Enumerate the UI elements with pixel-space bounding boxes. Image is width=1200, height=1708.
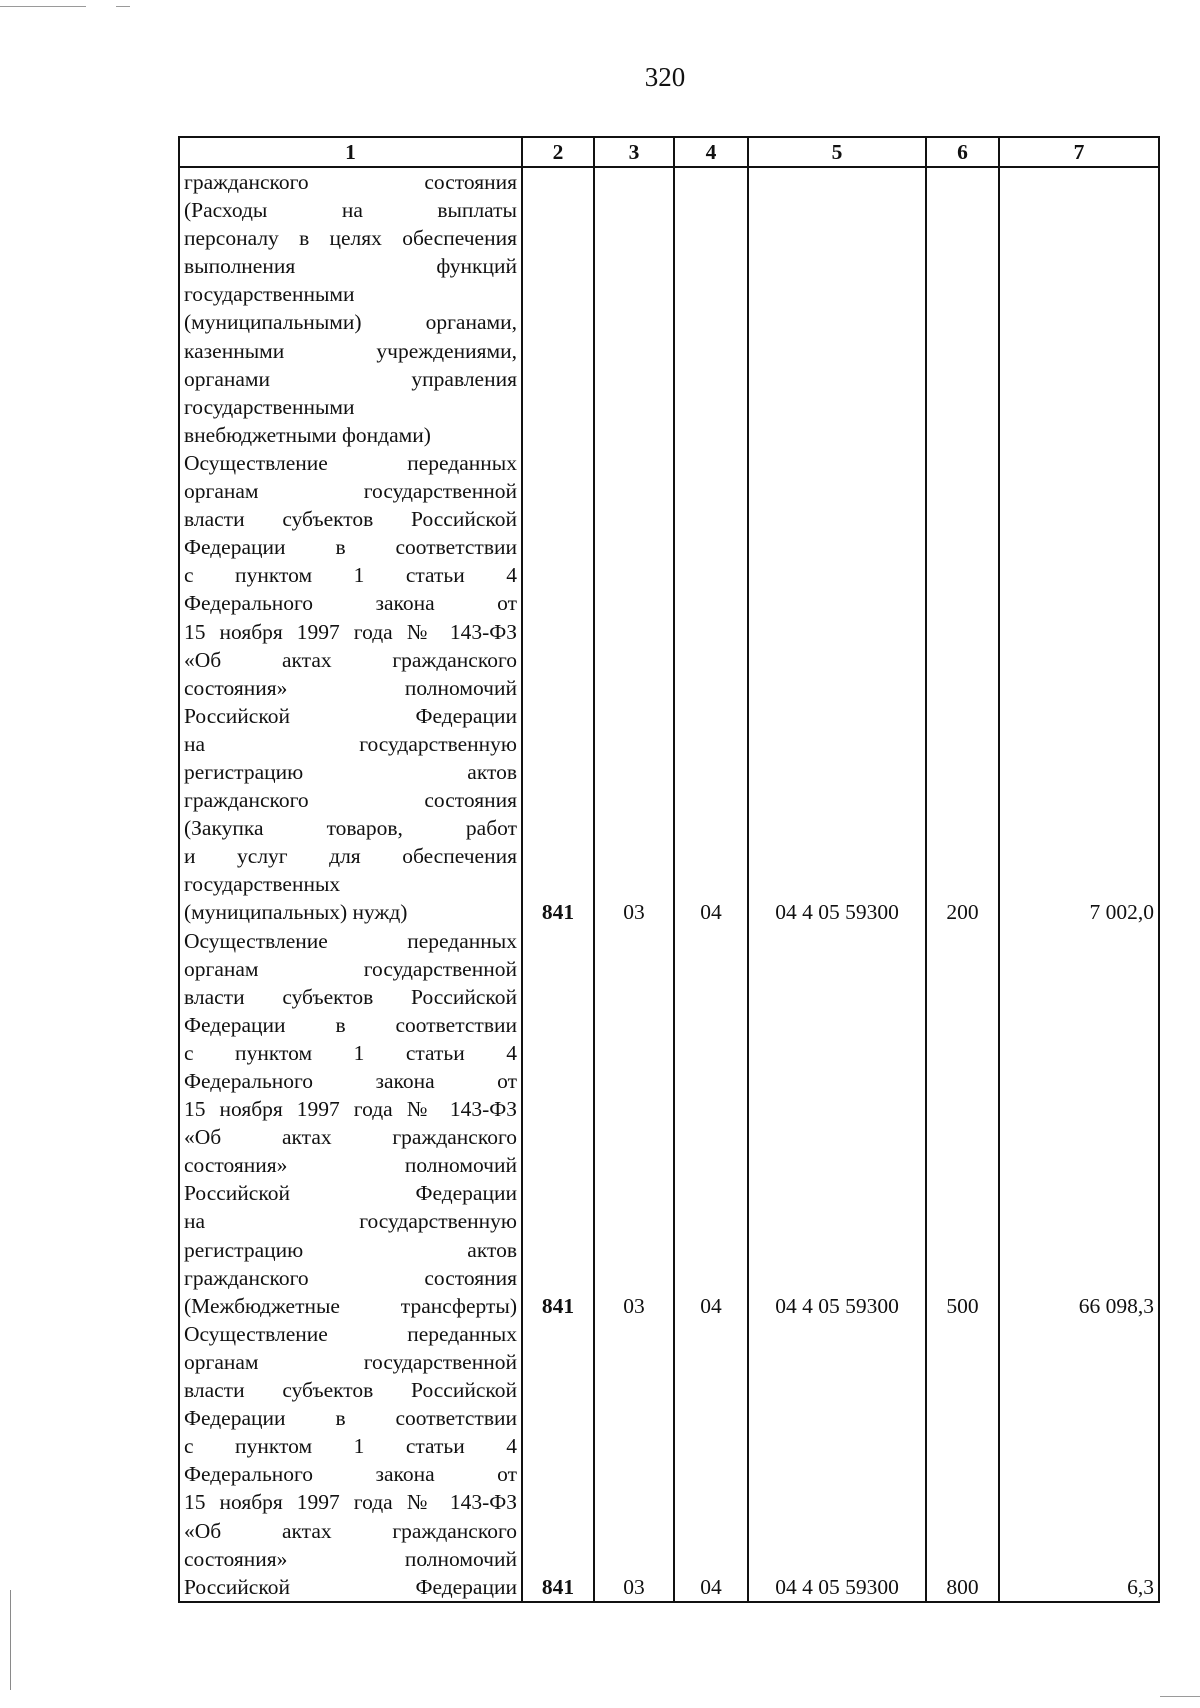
description-line: органам государственной bbox=[184, 479, 517, 504]
description-line: 15 ноября 1997 года № 143-ФЗ bbox=[184, 619, 517, 644]
description-line: «Об актах гражданского bbox=[184, 1125, 517, 1150]
description-line: Федерации в соответствии bbox=[184, 1406, 517, 1431]
expense-type-code: 200 bbox=[926, 449, 999, 927]
description-line: состояния» полномочий bbox=[184, 1546, 517, 1571]
section-code: 03 bbox=[594, 449, 674, 927]
amount: 66 098,3 bbox=[999, 927, 1159, 1320]
description-line: гражданского состояния bbox=[184, 788, 517, 813]
description-line: гражданского состояния bbox=[184, 170, 517, 194]
description-line: Федерального закона от bbox=[184, 1462, 517, 1487]
expense-type-code bbox=[926, 167, 999, 449]
section-code bbox=[594, 167, 674, 449]
description-line: 15 ноября 1997 года № 143-ФЗ bbox=[184, 1490, 517, 1515]
description-line: персоналу в целях обеспечения bbox=[184, 226, 517, 251]
description-line: государственными bbox=[184, 282, 355, 307]
description-line: власти субъектов Российской bbox=[184, 1378, 517, 1403]
section-code: 03 bbox=[594, 1320, 674, 1602]
table-header-row bbox=[179, 137, 1159, 167]
description-line: Федерального закона от bbox=[184, 591, 517, 616]
ministry-code bbox=[522, 167, 594, 449]
description-line: 15 ноября 1997 года № 143-ФЗ bbox=[184, 1097, 517, 1122]
scan-artifact-top-left-short bbox=[116, 6, 130, 7]
header-col-6: 6 bbox=[926, 137, 999, 167]
header-col-7: 7 bbox=[999, 137, 1159, 167]
subsection-code: 04 bbox=[674, 449, 748, 927]
description-line: государственных bbox=[184, 872, 341, 897]
header-col-2: 2 bbox=[522, 137, 594, 167]
description-line: Осуществление переданных bbox=[184, 1321, 517, 1346]
header-col-3: 3 bbox=[594, 137, 674, 167]
description-line: регистрацию актов bbox=[184, 1237, 517, 1262]
description-line: выполнения функций bbox=[184, 254, 517, 279]
description-line: Российской Федерации bbox=[184, 1574, 517, 1599]
target-article-code: 04 4 05 59300 bbox=[748, 1320, 926, 1602]
amount: 6,3 bbox=[999, 1320, 1159, 1602]
description-line: (Межбюджетные трансферты) bbox=[184, 1293, 517, 1318]
description-line: с пунктом 1 статьи 4 bbox=[184, 563, 517, 588]
table-row bbox=[179, 167, 1159, 449]
description-line: органам государственной bbox=[184, 1349, 517, 1374]
description-line: государственными bbox=[184, 394, 355, 419]
table-row bbox=[179, 927, 1159, 1320]
expense-description bbox=[179, 449, 522, 927]
ministry-code: 841 bbox=[522, 927, 594, 1320]
expense-description bbox=[179, 927, 522, 1320]
description-line: гражданского состояния bbox=[184, 1265, 517, 1290]
table-row bbox=[179, 1320, 1159, 1602]
budget-table bbox=[178, 136, 1160, 1603]
description-line: органами управления bbox=[184, 366, 517, 391]
expense-type-code: 800 bbox=[926, 1320, 999, 1602]
description-line: на государственную bbox=[184, 731, 517, 756]
description-line: (Закупка товаров, работ bbox=[184, 816, 517, 841]
description-line: Федерального закона от bbox=[184, 1069, 517, 1093]
description-line: с пунктом 1 статьи 4 bbox=[184, 1434, 517, 1459]
description-line: казенными учреждениями, bbox=[184, 338, 517, 363]
description-line: внебюджетными фондами) bbox=[184, 422, 431, 447]
description-line: Осуществление переданных bbox=[184, 450, 517, 475]
description-line: Российской Федерации bbox=[184, 703, 517, 728]
description-line: Осуществление переданных bbox=[184, 928, 517, 953]
description-line: власти субъектов Российской bbox=[184, 984, 517, 1009]
target-article-code: 04 4 05 59300 bbox=[748, 449, 926, 927]
description-line: «Об актах гражданского bbox=[184, 647, 517, 672]
description-line: и услуг для обеспечения bbox=[184, 844, 517, 869]
scan-artifact-top-left bbox=[0, 6, 86, 7]
header-col-1: 1 bbox=[179, 137, 522, 167]
subsection-code bbox=[674, 167, 748, 449]
header-col-4: 4 bbox=[674, 137, 748, 167]
description-line: на государственную bbox=[184, 1209, 517, 1234]
amount: 7 002,0 bbox=[999, 449, 1159, 927]
description-line: регистрацию актов bbox=[184, 759, 517, 784]
target-article-code bbox=[748, 167, 926, 449]
description-line: (муниципальными) органами, bbox=[184, 310, 517, 335]
header-col-5: 5 bbox=[748, 137, 926, 167]
description-line: (муниципальных) нужд) bbox=[184, 900, 408, 925]
description-line: с пунктом 1 статьи 4 bbox=[184, 1040, 517, 1065]
description-line: состояния» полномочий bbox=[184, 675, 517, 700]
description-line: (Расходы на выплаты bbox=[184, 198, 517, 223]
subsection-code: 04 bbox=[674, 927, 748, 1320]
table-row bbox=[179, 449, 1159, 927]
amount bbox=[999, 167, 1159, 449]
ministry-code: 841 bbox=[522, 449, 594, 927]
description-line: Российской Федерации bbox=[184, 1181, 517, 1206]
scan-artifact-bottom-right bbox=[1160, 1696, 1200, 1697]
ministry-code: 841 bbox=[522, 1320, 594, 1602]
subsection-code: 04 bbox=[674, 1320, 748, 1602]
page-number: 320 bbox=[644, 62, 686, 92]
section-code: 03 bbox=[594, 927, 674, 1320]
expense-description bbox=[179, 1320, 522, 1602]
description-line: власти субъектов Российской bbox=[184, 507, 517, 532]
expense-type-code: 500 bbox=[926, 927, 999, 1320]
expense-description bbox=[179, 167, 522, 449]
scan-artifact-left-margin bbox=[10, 1590, 11, 1690]
description-line: органам государственной bbox=[184, 956, 517, 981]
description-line: Федерации в соответствии bbox=[184, 1012, 517, 1037]
target-article-code: 04 4 05 59300 bbox=[748, 927, 926, 1320]
description-line: Федерации в соответствии bbox=[184, 535, 517, 560]
description-line: «Об актах гражданского bbox=[184, 1518, 517, 1543]
description-line: состояния» полномочий bbox=[184, 1153, 517, 1178]
